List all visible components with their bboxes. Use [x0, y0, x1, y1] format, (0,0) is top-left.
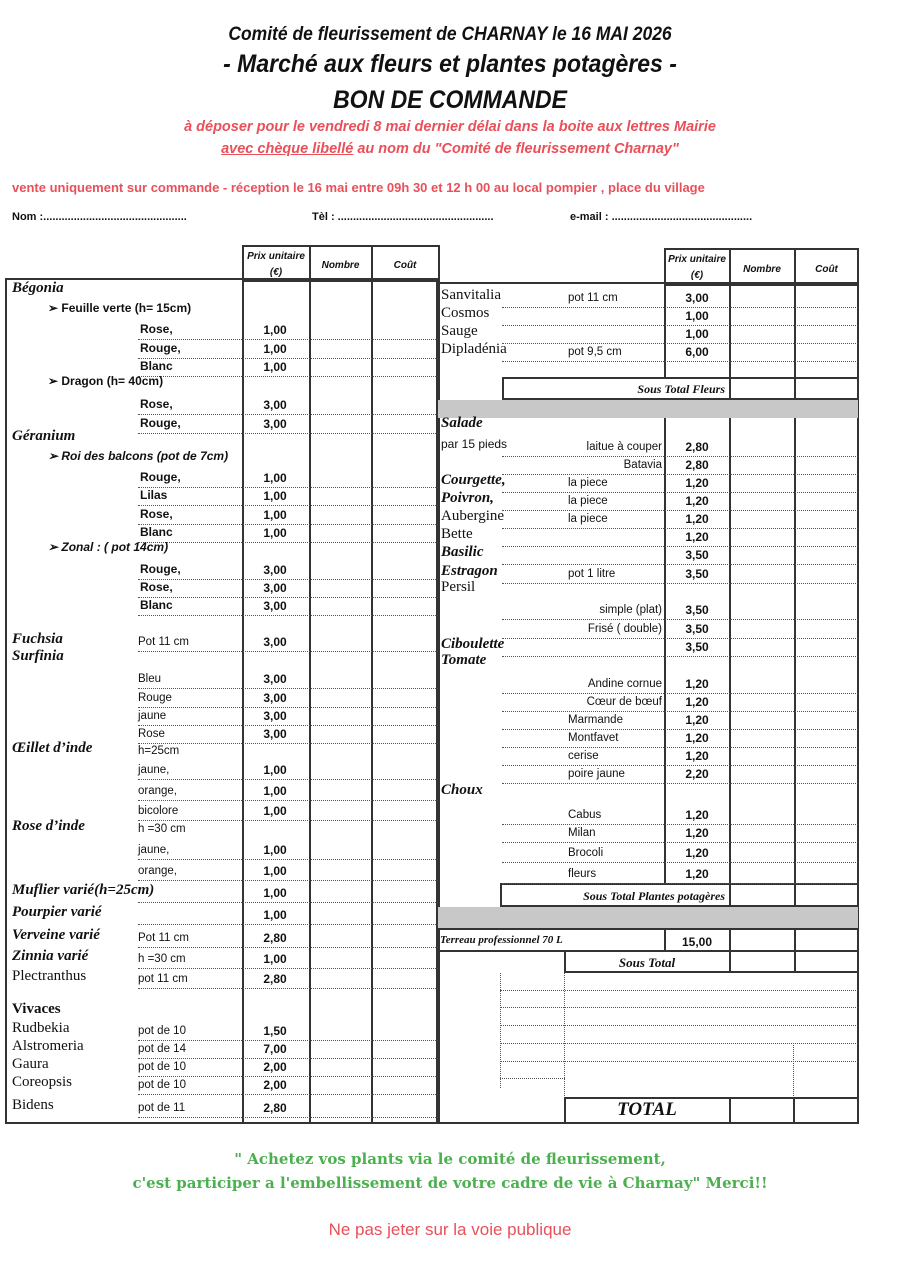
item-name: Choux: [441, 782, 483, 798]
dotted-line: [138, 651, 438, 652]
cheque-rest: au nom du "Comité de fleurissement Charnay": [353, 141, 679, 157]
item-detail: pot 11 cm: [138, 973, 188, 985]
divider: [664, 928, 666, 950]
dotted-line: [502, 783, 858, 784]
item-name: Plectranthus: [12, 968, 87, 984]
dotted-line: [138, 880, 438, 881]
deadline-text: à déposer pour le vendredi 8 mai dernier délai dans la boite aux lettres Mairie: [184, 119, 716, 135]
item-detail: pot de 14: [138, 1043, 186, 1055]
litter-notice: Ne pas jeter sur la voie publique: [328, 1220, 572, 1239]
subtotal-vegetables-label: Sous Total Plantes potagères: [583, 889, 725, 903]
item-name: Ciboulette: [441, 636, 505, 652]
unit-price: 1,00: [263, 342, 287, 356]
item-name: Sauge: [441, 323, 478, 339]
subtotal-flowers-label: Sous Total Fleurs: [637, 382, 725, 396]
item-name: Cosmos: [441, 305, 490, 321]
item-name: Persil: [441, 579, 476, 595]
item-detail: Batavia: [623, 459, 662, 471]
unit-price: 1,20: [685, 530, 709, 544]
slogan-line-1: " Achetez vos plants via le comité de fleurissement,: [234, 1150, 666, 1168]
unit-price: 3,00: [263, 672, 287, 686]
item-name: Poivron,: [441, 490, 494, 506]
dotted-line: [138, 924, 438, 925]
variety-label: Rouge,: [140, 562, 181, 576]
unit-price: 1,20: [685, 867, 709, 881]
item-name: Verveine varié: [12, 927, 100, 943]
variety-label: Blanc: [140, 598, 173, 612]
dotted-line: [138, 615, 438, 616]
unit-price: 3,50: [685, 548, 709, 562]
item-detail: pot de 10: [138, 1079, 186, 1091]
unit-price: 1,20: [685, 476, 709, 490]
item-name: ➢ Roi des balcons (pot de 7cm): [48, 449, 229, 463]
item-name: Muflier varié(h=25cm): [12, 882, 155, 898]
unit-price: 2,80: [263, 1101, 287, 1115]
item-detail: Rose: [138, 728, 165, 740]
dotted-line: [138, 688, 438, 689]
name-field[interactable]: Nom :...............................................: [12, 211, 187, 223]
item-name: Vivaces: [12, 1001, 61, 1017]
dotted-line: [502, 361, 858, 362]
divider: [793, 1097, 795, 1124]
dotted-line: [138, 542, 438, 543]
cost-header: Coût: [393, 260, 417, 271]
item-detail: pot 9,5 cm: [568, 346, 622, 358]
item-detail: h=25cm: [138, 745, 180, 757]
subtotal-label: Sous Total: [618, 955, 676, 970]
price-header: Prix unitaire (€): [247, 251, 305, 278]
item-detail: Marmande: [568, 714, 623, 726]
unit-price: 1,00: [263, 489, 287, 503]
unit-price: 7,00: [263, 1042, 287, 1056]
item-detail: cerise: [568, 750, 599, 762]
item-detail: Milan: [568, 827, 596, 839]
item-name: Géranium: [12, 428, 76, 444]
unit-price: 3,50: [685, 622, 709, 636]
unit-price: 1,00: [263, 784, 287, 798]
item-detail: pot de 10: [138, 1025, 186, 1037]
blank-line: [500, 1061, 858, 1062]
reception-text: vente uniquement sur commande - réception le 16 mai entre 09h 30 et 12 h 00 au local pompier , place du village: [12, 180, 705, 195]
item-detail: fleurs: [568, 868, 597, 880]
dotted-line: [138, 339, 438, 340]
item-detail: laitue à couper: [586, 441, 662, 453]
form-title: BON DE COMMANDE: [333, 86, 567, 114]
unit-price: 1,00: [263, 471, 287, 485]
unit-price: 3,00: [263, 417, 287, 431]
item-detail: bicolore: [138, 805, 179, 817]
blank-line: [500, 1043, 858, 1044]
separator-band: [438, 907, 858, 928]
divider: [729, 1097, 731, 1124]
item-name: Zinnia varié: [12, 948, 89, 964]
divider: [793, 1043, 794, 1098]
dotted-line: [502, 883, 858, 884]
phone-field[interactable]: Tèl : ...................................................: [312, 211, 494, 223]
left-table: [5, 278, 440, 1124]
total-label: TOTAL: [617, 1099, 677, 1120]
unit-price: 3,00: [263, 398, 287, 412]
divider: [564, 973, 565, 1098]
unit-price: 1,00: [263, 908, 287, 922]
item-detail: la piece: [568, 477, 608, 489]
variety-label: Rose,: [140, 397, 173, 411]
unit-price: 1,50: [263, 1024, 287, 1038]
item-detail: Cœur de bœuf: [586, 696, 662, 708]
blank-line: [500, 1025, 858, 1026]
unit-price: 1,00: [263, 864, 287, 878]
variety-label: Blanc: [140, 359, 173, 373]
unit-price: 2,80: [685, 458, 709, 472]
unit-price: 3,00: [263, 635, 287, 649]
item-name: Alstromeria: [12, 1038, 84, 1054]
item-name: Fuchsia: [12, 631, 63, 647]
cheque-text: [0, 141, 900, 157]
dotted-line: [138, 376, 438, 377]
unit-price: 2,20: [685, 767, 709, 781]
unit-price: 3,00: [263, 709, 287, 723]
unit-price: 1,00: [263, 763, 287, 777]
item-detail: Bleu: [138, 673, 162, 685]
item-detail: simple (plat): [599, 604, 662, 616]
item-name: Estragon: [441, 563, 498, 579]
item-detail: Rouge: [138, 692, 172, 704]
dotted-line: [138, 1117, 438, 1118]
unit-price: 6,00: [685, 345, 709, 359]
unit-price: 1,00: [263, 952, 287, 966]
count-header: Nombre: [321, 260, 360, 271]
item-name: Bidens: [12, 1097, 54, 1113]
separator-band: [438, 400, 858, 418]
item-name: Gaura: [12, 1056, 49, 1072]
unit-price: 1,00: [263, 323, 287, 337]
item-name: Tomate: [441, 652, 487, 668]
dotted-line: [138, 947, 438, 948]
item-detail: jaune,: [138, 844, 170, 856]
unit-price: 1,00: [263, 508, 287, 522]
item-name: ➢ Feuille verte (h= 15cm): [48, 301, 192, 315]
dotted-line: [502, 619, 858, 620]
unit-price: 2,00: [263, 1078, 287, 1092]
item-name: Basilic: [441, 544, 484, 560]
unit-price: 1,20: [685, 826, 709, 840]
variety-label: Rose,: [140, 322, 173, 336]
item-detail: Montfavet: [568, 732, 619, 744]
dotted-line: [138, 859, 438, 860]
unit-price: 3,00: [263, 691, 287, 705]
unit-price: 1,20: [685, 677, 709, 691]
unit-price: 1,20: [685, 512, 709, 526]
dotted-line: [138, 414, 438, 415]
item-detail: pot de 11: [138, 1102, 186, 1114]
item-detail: jaune: [138, 710, 167, 722]
dotted-line: [138, 968, 438, 969]
item-detail: orange,: [138, 785, 178, 797]
unit-price: 3,00: [263, 581, 287, 595]
unit-price: 1,20: [685, 713, 709, 727]
unit-price: 1,20: [685, 731, 709, 745]
unit-price: 1,00: [263, 843, 287, 857]
variety-label: Rouge,: [140, 416, 181, 430]
item-name: Rudbekia: [12, 1020, 70, 1036]
unit-price: 3,50: [685, 640, 709, 654]
market-title: - Marché aux fleurs et plantes potagères -: [223, 50, 677, 78]
divider: [729, 883, 731, 907]
item-detail: Pot 11 cm: [138, 636, 189, 648]
blank-line: [500, 990, 858, 991]
unit-price: 1,00: [263, 360, 287, 374]
item-name: Courgette,: [441, 472, 506, 488]
item-detail: poire jaune: [568, 768, 625, 780]
unit-price: 1,00: [263, 886, 287, 900]
dotted-line: [138, 743, 438, 744]
unit-price: 3,00: [263, 599, 287, 613]
dotted-line: [138, 779, 438, 780]
variety-label: Rose,: [140, 580, 173, 594]
dotted-line: [138, 1094, 438, 1095]
variety-label: Rose,: [140, 507, 173, 521]
item-name: Aubergine: [441, 508, 505, 524]
item-name: Pourpier varié: [12, 904, 102, 920]
item-name: Bette: [441, 526, 473, 542]
item-detail: h =30 cm: [138, 823, 186, 835]
cost-header: Coût: [815, 264, 838, 275]
item-detail: la piece: [568, 495, 608, 507]
dotted-line: [502, 656, 858, 657]
price-header: Prix unitaire (€): [668, 254, 726, 281]
item-name: ➢ Dragon (h= 40cm): [48, 374, 164, 388]
potting-soil-price: 15,00: [681, 935, 713, 949]
committee-title: Comité de fleurissement de CHARNAY le 16 MAI 2026: [228, 24, 672, 45]
unit-price: 3,00: [685, 291, 709, 305]
unit-price: 2,80: [685, 440, 709, 454]
item-detail: Cabus: [568, 809, 602, 821]
item-detail: pot 11 cm: [568, 292, 618, 304]
variety-label: Lilas: [140, 488, 168, 502]
potting-soil-label: Terreau professionnel 70 L: [440, 934, 563, 946]
unit-price: 1,20: [685, 695, 709, 709]
item-name: par 15 pieds: [441, 437, 508, 451]
item-name: Salade: [441, 415, 483, 431]
dotted-line: [138, 433, 438, 434]
item-detail: pot 1 litre: [568, 568, 616, 580]
blank-line: [500, 1007, 858, 1008]
item-detail: Andine cornue: [587, 678, 662, 690]
dotted-line: [502, 564, 858, 565]
unit-price: 1,00: [263, 804, 287, 818]
unit-price: 2,00: [263, 1060, 287, 1074]
item-name: Œillet d’inde: [12, 740, 93, 756]
dotted-line: [138, 800, 438, 801]
unit-price: 2,80: [263, 931, 287, 945]
unit-price: 1,20: [685, 494, 709, 508]
unit-price: 3,00: [263, 563, 287, 577]
item-name: ➢ Zonal : ( pot 14cm): [48, 540, 169, 554]
unit-price: 3,50: [685, 567, 709, 581]
unit-price: 1,20: [685, 749, 709, 763]
slogan-line-2: c'est participer a l'embellissement de votre cadre de vie à Charnay" Merci!!: [132, 1174, 768, 1192]
variety-label: Rouge,: [140, 470, 181, 484]
email-field[interactable]: e-mail : ..............................................: [570, 211, 753, 223]
dotted-line: [502, 862, 858, 863]
unit-price: 1,00: [685, 309, 709, 323]
item-detail: Brocoli: [568, 847, 604, 859]
divider: [794, 377, 796, 400]
item-detail: Pot 11 cm: [138, 932, 189, 944]
item-detail: Frisé ( double): [587, 623, 662, 635]
unit-price: 1,00: [685, 327, 709, 341]
item-name: Surfinia: [12, 648, 64, 664]
item-detail: jaune,: [138, 764, 170, 776]
blank-line: [500, 1078, 565, 1079]
item-name: Dipladénia: [441, 341, 507, 357]
dotted-line: [138, 902, 438, 903]
unit-price: 1,00: [263, 526, 287, 540]
unit-price: 1,20: [685, 808, 709, 822]
item-name: Sanvitalia: [441, 287, 501, 303]
dotted-line: [502, 583, 858, 584]
variety-label: Blanc: [140, 525, 173, 539]
item-name: Coreopsis: [12, 1074, 72, 1090]
count-header: Nombre: [743, 264, 781, 275]
cheque-underlined: avec chèque libellé: [221, 141, 354, 157]
item-detail: la piece: [568, 513, 608, 525]
dotted-line: [502, 842, 858, 843]
unit-price: 2,80: [263, 972, 287, 986]
item-detail: h =30 cm: [138, 953, 186, 965]
unit-price: 1,20: [685, 846, 709, 860]
item-name: Bégonia: [12, 280, 64, 296]
unit-price: 3,50: [685, 603, 709, 617]
item-name: Rose d’inde: [12, 818, 85, 834]
dotted-line: [138, 505, 438, 506]
variety-label: Rouge,: [140, 341, 181, 355]
divider: [664, 418, 666, 884]
unit-price: 3,00: [263, 727, 287, 741]
item-detail: orange,: [138, 865, 178, 877]
item-detail: pot de 10: [138, 1061, 186, 1073]
divider: [729, 418, 731, 884]
dotted-line: [138, 988, 438, 989]
